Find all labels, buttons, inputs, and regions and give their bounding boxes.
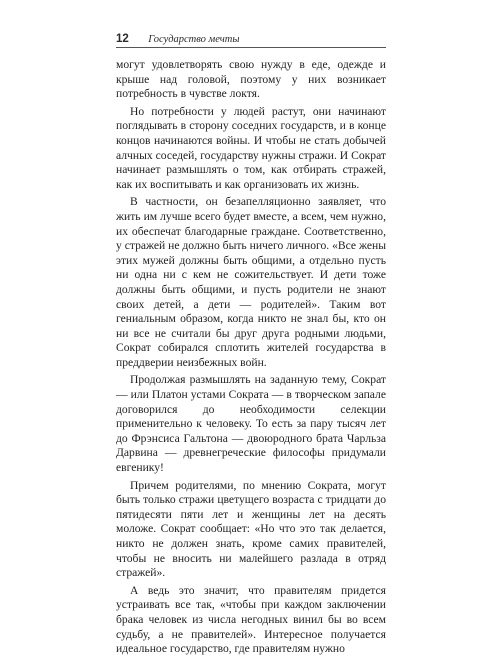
- paragraph-1: могут удовлетворять свою нужду в еде, одежде и крыше над головой, поэтому у них возникает потребность в чувстве локтя.: [116, 58, 386, 101]
- header-rule: [116, 47, 386, 48]
- paragraph-6: А ведь это значит, что правителям придется устраивать все так, «чтобы при каждом заключении брака человек из числа негодных винил бы во всем судьбу, а не правителей». Интересное получается идеальное государство, где правителям нужно: [116, 583, 386, 656]
- running-header: [116, 32, 386, 45]
- paragraph-2: Но потребности у людей растут, они начинают поглядывать в сторону соседних государств, и в конце концов начинаются войны. И чтобы не стать добычей алчных соседей, государству нужны стражи. И Сократ начинает размышлять о том, как отбирать стражей, как их воспитывать и как организовать их жизнь.: [116, 104, 386, 191]
- paragraph-5: Причем родителями, по мнению Сократа, могут быть только стражи цветущего возраста с тридцати до пятидесяти пяти лет и женщины лет на десять моложе. Сократ сообщает: «Но что это так делается, никто не должен знать, кроме самих правителей, чтобы не вносить ни малейшего разлада в отряд стражей».: [116, 478, 386, 580]
- running-title: Государство мечты: [148, 34, 240, 45]
- paragraph-3: В частности, он безапелляционно заявляет, что жить им лучше всего будет вместе, а всем, чем нужно, их обеспечат благодарные граждане. Соответственно, у стражей не должно быть ничего личного. «Все жены этих мужей должны быть общими, а отдельно пусть ни одна ни с кем не сожительствует. И дети тоже должны быть общими, и пусть родители не знают своих детей, а дети — родителей». Таким вот гениальным образом, когда никто не знал бы, кто он ни все не считали бы друг друга родными людьми, Сократ собирался сплотить жителей государства в преддверии неизбежных войн.: [116, 195, 386, 369]
- body-text: [116, 58, 386, 660]
- paragraph-4: Продолжая размышлять на заданную тему, Сократ — или Платон устами Сократа — в творческом запале договорился до необходимости селекции применительно к человеку. То есть за пару тысяч лет до Фрэнсиса Гальтона — двоюродного брата Чарльза Дарвина — древнегреческие философы придумали евгенику!: [116, 373, 386, 475]
- page-number: 12: [116, 33, 129, 45]
